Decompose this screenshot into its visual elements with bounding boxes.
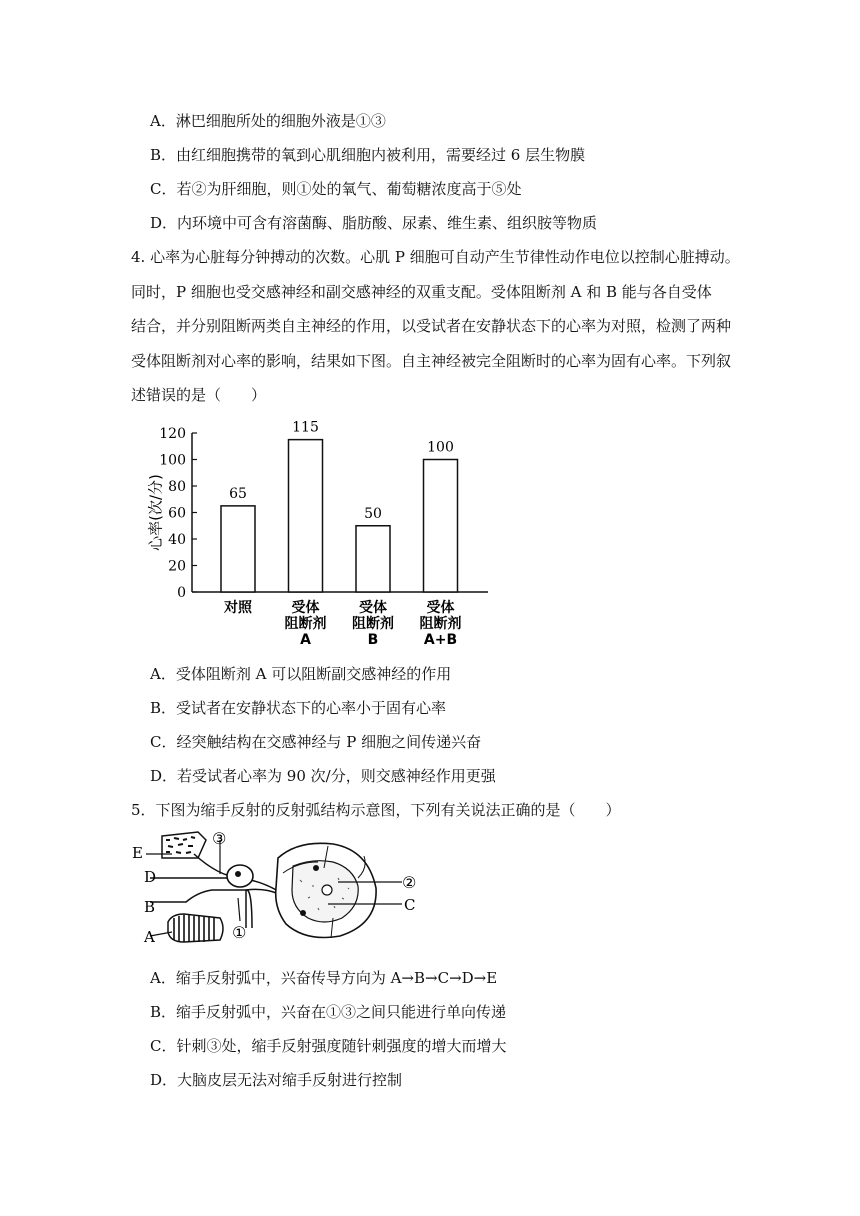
q4-stem-line: 4. 心率为心脏每分钟搏动的次数。心肌 P 细胞可自动产生节律性动作电位以控制心脏搏动。 [131,248,740,266]
spinal-cord-icon [276,843,376,938]
reflex-arc-svg [128,828,428,953]
y-tick-label: 60 [168,505,186,522]
y-axis-title [147,474,165,551]
q5-stem: 5．下图为缩手反射的反射弧结构示意图，下列有关说法正确的是（ ） [131,801,621,819]
label-a: A [144,928,155,946]
q4-option-b: B．受试者在安静状态下的心率小于固有心率 [150,699,447,717]
y-axis-title-text: 心率(次/分) [146,474,165,551]
q4-stem-line: 结合，并分别阻断两类自主神经的作用，以受试者在安静状态下的心率为对照，检测了两种 [131,317,732,335]
category-label: 受体阻断剂 A [284,600,327,648]
q4-stem-line: 受体阻断剂对心率的影响，结果如下图。自主神经被完全阻断时的心率为固有心率。下列叙 [131,351,732,370]
category-labels [223,599,462,648]
q3-option-d: D．内环境中可含有溶菌酶、脂肪酸、尿素、维生素、组织胺等物质 [150,214,598,232]
y-tick-label: 100 [159,452,186,469]
q5-option-d: D．大脑皮层无法对缩手反射进行控制 [150,1071,403,1089]
q4-stem [131,247,740,420]
q4-option-d: D．若受试者心率为 90 次/分，则交感神经作用更强 [150,767,496,785]
bar [289,440,323,592]
y-tick-label: 0 [177,585,186,601]
skin-receptor-icon [146,832,206,858]
q5-option-b: B．缩手反射弧中，兴奋在①③之间只能进行单向传递 [150,1003,507,1021]
category-label: 受体阻断剂 B [352,600,394,648]
y-tick-label: 120 [159,426,186,442]
bar [221,506,255,592]
reflex-arc-diagram [128,828,428,953]
q3-option-a: A．淋巴细胞所处的细胞外液是①③ [150,112,386,130]
y-tick-label: 20 [168,558,186,575]
bar-value-label: 115 [292,419,319,436]
q4-option-c: C．经突触结构在交感神经与 P 细胞之间传递兴奋 [150,733,482,751]
q4-option-a: A．受体阻断剂 A 可以阻断副交感神经的作用 [150,665,452,683]
category-label: 对照 [224,600,252,616]
heart-rate-bar-chart [146,410,510,660]
chart-bars [221,440,458,592]
q5-option-a: A．缩手反射弧中，兴奋传导方向为 A→B→C→D→E [150,969,498,987]
label-d: D [144,868,157,886]
bar-value-label: 100 [427,439,454,456]
bar-value-label: 65 [229,485,247,502]
label-circled-2: ② [402,873,417,892]
ganglion-icon [227,865,253,887]
y-tick-label: 80 [168,479,186,495]
q3-option-c: C．若②为肝细胞，则①处的氧气、葡萄糖浓度高于⑤处 [150,180,522,198]
q4-stem-line: 述错误的是（ ） [131,386,267,404]
y-tick-label: 40 [168,532,186,548]
chart-svg [146,410,510,660]
bar-value-labels [229,420,454,522]
label-e: E [132,844,143,862]
muscle-effector-icon [150,914,223,942]
label-c: C [404,896,416,914]
category-label: 受体阻断剂 A+B [419,600,462,648]
bar-value-label: 50 [364,505,382,522]
label-circled-1: ① [232,923,247,942]
q5-option-c: C．针刺③处，缩手反射强度随针刺强度的增大而增大 [150,1037,507,1055]
bar [356,526,390,592]
label-b: B [144,898,156,916]
bar [424,460,458,593]
q4-stem-line: 同时，P 细胞也受交感神经和副交感神经的双重支配。受体阻断剂 A 和 B 能与各自受体 [131,282,712,301]
q3-option-b: B．由红细胞携带的氧到心肌细胞内被利用，需要经过 6 层生物膜 [150,146,586,164]
label-circled-3: ③ [212,829,227,848]
